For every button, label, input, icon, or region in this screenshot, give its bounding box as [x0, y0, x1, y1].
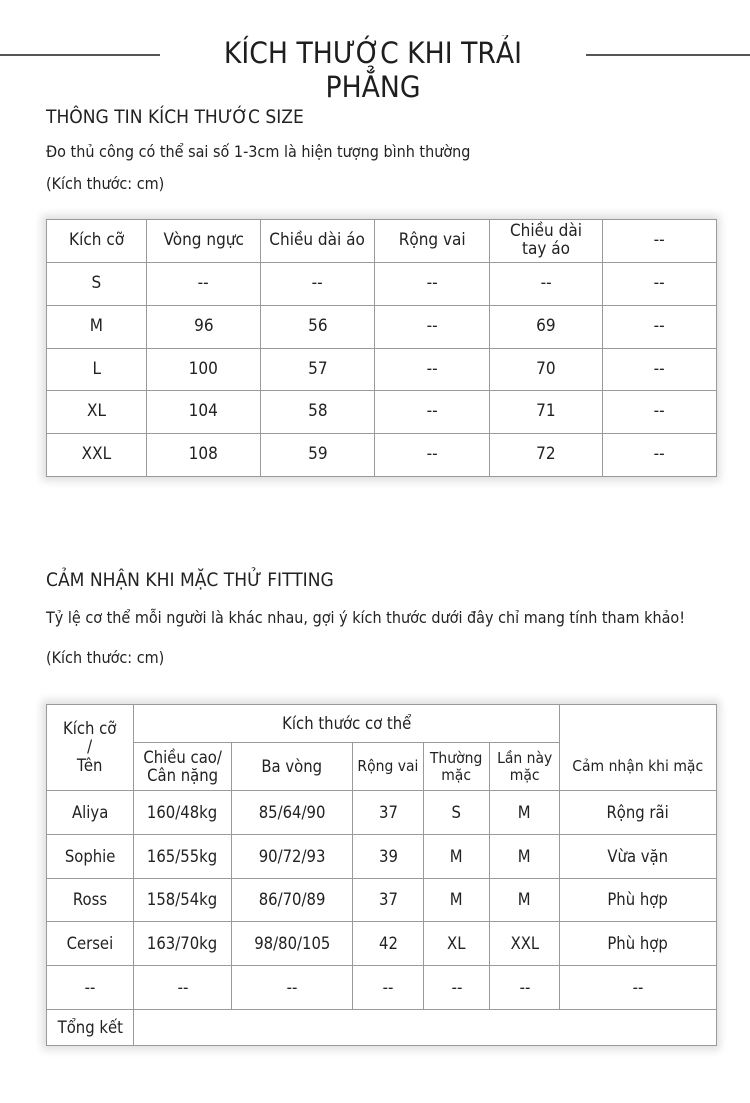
table-cell: -- [603, 434, 717, 477]
table-cell: -- [353, 966, 424, 1010]
table-row [47, 966, 717, 1010]
size-section-unit: (Kích thước: cm) [46, 174, 165, 193]
table-cell: M [490, 878, 560, 922]
table-cell: 85/64/90 [232, 791, 353, 835]
table-cell: -- [490, 263, 603, 306]
table-cell: -- [375, 348, 490, 391]
table-cell: -- [375, 391, 490, 434]
table-cell: -- [490, 966, 560, 1010]
table-cell: Vừa vặn [560, 834, 717, 878]
size-section-note: Đo thủ công có thể sai số 1-3cm là hiện tượng bình thường [46, 142, 471, 161]
table-cell: -- [375, 434, 490, 477]
table-cell: M [424, 878, 490, 922]
table-cell: 70 [490, 348, 603, 391]
table-cell: 37 [353, 791, 424, 835]
table-cell: -- [134, 966, 232, 1010]
table-cell: 56 [261, 305, 375, 348]
table-cell: 57 [261, 348, 375, 391]
table-cell: -- [232, 966, 353, 1010]
title-divider-right [586, 54, 750, 56]
summary-label: Tổng kết [47, 1010, 134, 1046]
fitting-subheader-cell: Lần này mặc [490, 743, 560, 791]
size-table-header-row [47, 220, 717, 263]
fitting-header-blank-cell [560, 705, 717, 743]
table-cell: 163/70kg [134, 922, 232, 966]
title-bar [0, 30, 750, 104]
table-cell: S [47, 263, 147, 306]
fitting-subheader-cell: Cảm nhận khi mặc [560, 743, 717, 791]
table-cell: 160/48kg [134, 791, 232, 835]
table-cell: -- [603, 263, 717, 306]
table-cell: S [424, 791, 490, 835]
fitting-subheader-cell: Rộng vai [353, 743, 424, 791]
title-divider-left [0, 54, 160, 56]
table-cell: 39 [353, 834, 424, 878]
table-cell: 72 [490, 434, 603, 477]
size-header-cell: Chiều dài áo [261, 220, 375, 263]
table-row [47, 834, 717, 878]
table-cell: 96 [147, 305, 261, 348]
table-cell: L [47, 348, 147, 391]
table-cell: 86/70/89 [232, 878, 353, 922]
table-cell: 37 [353, 878, 424, 922]
table-cell: -- [147, 263, 261, 306]
table-cell: 42 [353, 922, 424, 966]
table-cell: 108 [147, 434, 261, 477]
table-cell: -- [47, 966, 134, 1010]
table-cell: -- [261, 263, 375, 306]
table-cell: -- [375, 263, 490, 306]
table-cell: Sophie [47, 834, 134, 878]
fitting-header-body-cell: Kích thước cơ thể [134, 705, 560, 743]
fitting-header-name-cell: Kích cỡ / Tên [47, 705, 134, 791]
fitting-table-header-row [47, 705, 717, 743]
table-cell: 165/55kg [134, 834, 232, 878]
table-cell: -- [375, 305, 490, 348]
table-cell: M [490, 834, 560, 878]
table-cell: M [490, 791, 560, 835]
table-cell: Cersei [47, 922, 134, 966]
table-cell: -- [603, 305, 717, 348]
table-cell: Ross [47, 878, 134, 922]
table-row [47, 434, 717, 477]
table-row [47, 878, 717, 922]
table-cell: 100 [147, 348, 261, 391]
table-cell: -- [603, 391, 717, 434]
table-row [47, 305, 717, 348]
size-table [46, 219, 717, 477]
fitting-subheader-cell: Chiều cao/ Cân nặng [134, 743, 232, 791]
table-cell: 158/54kg [134, 878, 232, 922]
table-cell: Rộng rãi [560, 791, 717, 835]
table-cell: M [424, 834, 490, 878]
fitting-section-unit: (Kích thước: cm) [46, 648, 165, 667]
table-row [47, 922, 717, 966]
fitting-section-heading: CẢM NHẬN KHI MẶC THỬ FITTING [46, 569, 334, 591]
fitting-table-container [46, 704, 716, 1046]
table-row [47, 263, 717, 306]
size-header-cell: Rộng vai [375, 220, 490, 263]
size-section-heading: THÔNG TIN KÍCH THƯỚC SIZE [46, 106, 304, 128]
fitting-section-note: Tỷ lệ cơ thể mỗi người là khác nhau, gợi ý kích thước dưới đây chỉ mang tính tham khảo! [46, 608, 685, 627]
table-cell: 69 [490, 305, 603, 348]
page-title: KÍCH THƯỚC KHI TRẢI PHẲNG [223, 36, 523, 104]
table-cell: Phù hợp [560, 922, 717, 966]
fitting-table [46, 704, 717, 1046]
table-row [47, 791, 717, 835]
size-table-container [46, 219, 716, 477]
summary-value-cell [134, 1010, 717, 1046]
table-cell: XXL [47, 434, 147, 477]
table-cell: XXL [490, 922, 560, 966]
summary-row [47, 1010, 717, 1046]
size-header-cell: Chiều dài tay áo [490, 220, 603, 263]
table-cell: -- [603, 348, 717, 391]
table-cell: 98/80/105 [232, 922, 353, 966]
fitting-subheader-cell: Ba vòng [232, 743, 353, 791]
table-row [47, 391, 717, 434]
table-cell: 59 [261, 434, 375, 477]
table-cell: Phù hợp [560, 878, 717, 922]
size-header-cell: Kích cỡ [47, 220, 147, 263]
size-header-cell: -- [603, 220, 717, 263]
table-cell: XL [47, 391, 147, 434]
size-header-cell: Vòng ngực [147, 220, 261, 263]
table-cell: 71 [490, 391, 603, 434]
table-cell: 58 [261, 391, 375, 434]
table-row [47, 348, 717, 391]
fitting-table-subheader-row [47, 743, 717, 791]
table-cell: -- [424, 966, 490, 1010]
table-cell: Aliya [47, 791, 134, 835]
table-cell: -- [560, 966, 717, 1010]
fitting-subheader-cell: Thường mặc [424, 743, 490, 791]
table-cell: 104 [147, 391, 261, 434]
table-cell: 90/72/93 [232, 834, 353, 878]
table-cell: M [47, 305, 147, 348]
table-cell: XL [424, 922, 490, 966]
